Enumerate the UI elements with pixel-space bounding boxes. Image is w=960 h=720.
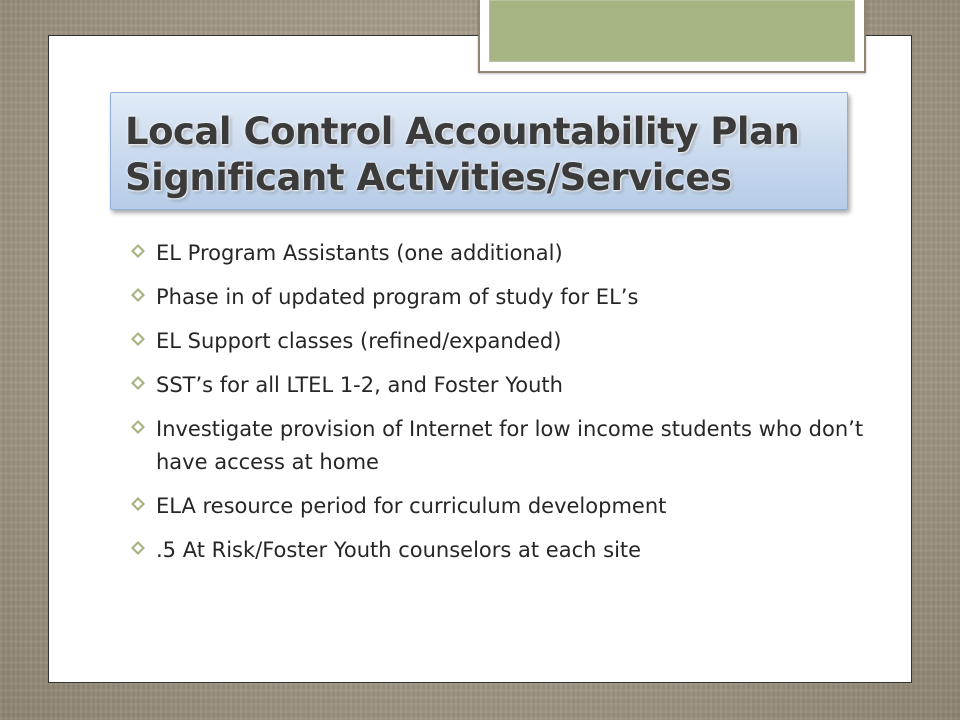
- diamond-bullet-icon: [131, 288, 145, 302]
- list-item: [128, 490, 868, 523]
- bullet-text: .5 At Risk/Foster Youth counselors at each site: [156, 538, 642, 562]
- diamond-bullet-icon: [131, 497, 145, 511]
- bullet-text: ELA resource period for curriculum development: [156, 494, 667, 518]
- decorative-tab: [478, 0, 866, 73]
- title-line-2: Significant Activities/Services: [125, 156, 732, 199]
- bullet-text: SST’s for all LTEL 1-2, and Foster Youth: [156, 373, 563, 397]
- list-item: [128, 413, 868, 479]
- list-item: [128, 325, 868, 358]
- diamond-bullet-icon: [131, 541, 145, 555]
- bullet-list: [128, 237, 868, 578]
- list-item: [128, 237, 868, 270]
- decorative-tab-fill: [489, 0, 855, 62]
- diamond-bullet-icon: [131, 420, 145, 434]
- diamond-bullet-icon: [131, 332, 145, 346]
- bullet-text: Phase in of updated program of study for EL’s: [156, 285, 639, 309]
- list-item: [128, 369, 868, 402]
- diamond-bullet-icon: [131, 376, 145, 390]
- list-item: [128, 281, 868, 314]
- bullet-text: EL Program Assistants (one additional): [156, 241, 563, 265]
- bullet-text: Investigate provision of Internet for low income students who don’t have access at home: [156, 417, 864, 474]
- bullet-text: EL Support classes (refined/expanded): [156, 329, 562, 353]
- list-item: [128, 534, 868, 567]
- diamond-bullet-icon: [131, 244, 145, 258]
- title-line-1: Local Control Accountability Plan: [125, 110, 800, 153]
- title-box: [110, 92, 848, 210]
